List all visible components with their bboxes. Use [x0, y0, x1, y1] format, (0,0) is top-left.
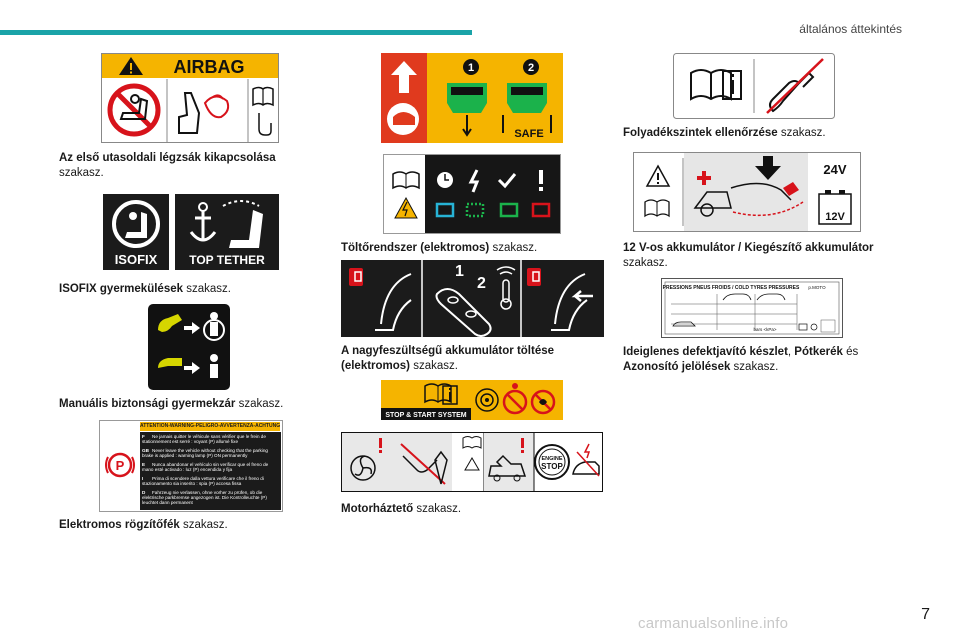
park-brake-label-header: ATTENTION-WARNING-PELIGRO-AVVERTENZA-ACHTUNG	[140, 423, 280, 429]
charging-safety-label-image	[381, 53, 563, 143]
park-brake-caption: Elektromos rögzítőfék szakasz.	[59, 519, 228, 531]
airbag-label-image	[101, 53, 279, 143]
airbag-caption: Az első utasoldali légzsák kikapcsolása szakasz.	[59, 152, 276, 179]
child-no-open-icon	[210, 322, 218, 336]
hv-step-1: 1	[455, 263, 464, 280]
tyre-caption: Ideiglenes defektjavító készlet, Pótkerék és Azonosító jelölések szakasz.	[623, 346, 859, 373]
stop-start-text: STOP & START SYSTEM	[385, 412, 467, 419]
stop-start-label-image	[381, 380, 563, 420]
label-24v: 24V	[823, 162, 847, 177]
park-brake-row: I Prima di scendere dalla vettura verificare che il freno di stazionamento sia inserito : spia (P) accesa fissa	[142, 476, 264, 486]
exclamation-icon	[379, 438, 382, 448]
tyre-label-header: PRESSIONS PNEUS FROIDS / COLD TYRES PRESSURES	[662, 285, 800, 291]
park-brake-row: F Ne jamais quitter le véhicule sans vérifier que le frein de stationnement est serré : voyant (P) allumé fixe	[142, 434, 266, 444]
isofix-caption: ISOFIX gyermekülések szakasz.	[59, 283, 231, 295]
label-12v: 12V	[825, 211, 845, 223]
tyre-pressure-label-image	[661, 278, 843, 338]
charging-caption: Töltőrendszer (elektromos) szakasz.	[341, 242, 538, 254]
stop-label: STOP	[541, 462, 563, 471]
charging-status-label-image	[383, 154, 561, 234]
battery-caption: 12 V-os akkumulátor / Kiegészítő akkumulátor szakasz.	[623, 242, 874, 269]
engine-label: ENGINE	[541, 456, 563, 462]
park-brake-row: GB Never leave the vehicle without checking that the parking brake is applied : warning lamp (P) ON permanently	[142, 448, 268, 458]
park-brake-row: D Fahrzeug nie verlassen, ohne vorher zu prüfen, ob die elektrische parkbremse angezogen ist. Die Kontrolleuchte (P) leuchtet dann permanent	[142, 490, 267, 505]
tyre-label-units: bars <kPa>	[753, 327, 777, 332]
fluid-levels-label-image	[673, 53, 835, 119]
hv-step-2: 2	[477, 275, 486, 292]
park-brake-row: E Nunca abandonar el vehículo sin verificar que el freno de mano esté activado : luz (P) encendida y fija	[142, 462, 269, 472]
safe-text: SAFE	[514, 128, 544, 140]
isofix-text: ISOFIX	[114, 252, 158, 267]
svg-text:P: P	[115, 458, 125, 473]
header-accent-bar	[0, 30, 472, 35]
park-brake-label-image	[99, 420, 283, 512]
tyre-label-side-text: p.MOTO	[808, 285, 826, 290]
fluid-levels-caption: Folyadékszintek ellenőrzése szakasz.	[623, 127, 826, 139]
bonnet-label-image	[341, 432, 603, 492]
exclamation-icon	[521, 438, 524, 448]
airbag-label-text: AIRBAG	[173, 57, 245, 77]
top-tether-text: TOP TETHER	[189, 253, 265, 267]
hv-battery-caption: A nagyfeszültségű akkumulátor töltése (elektromos) szakasz.	[341, 345, 555, 372]
battery-label-image	[633, 152, 861, 232]
badge-1: 1	[467, 62, 475, 74]
child-open-icon	[210, 354, 218, 362]
child-lock-caption: Manuális biztonsági gyermekzár szakasz.	[59, 398, 284, 410]
watermark: carmanualsonline.info	[638, 615, 789, 632]
page-number: 7	[921, 606, 930, 623]
badge-2: 2	[527, 62, 535, 74]
park-brake-icon	[104, 449, 136, 481]
child-lock-label-image	[148, 304, 230, 390]
section-title: általános áttekintés	[799, 22, 902, 36]
hv-battery-label-image	[341, 260, 604, 337]
exclamation-icon	[539, 170, 543, 184]
bonnet-caption: Motorháztető szakasz.	[341, 503, 462, 515]
isofix-label-image	[103, 194, 279, 270]
